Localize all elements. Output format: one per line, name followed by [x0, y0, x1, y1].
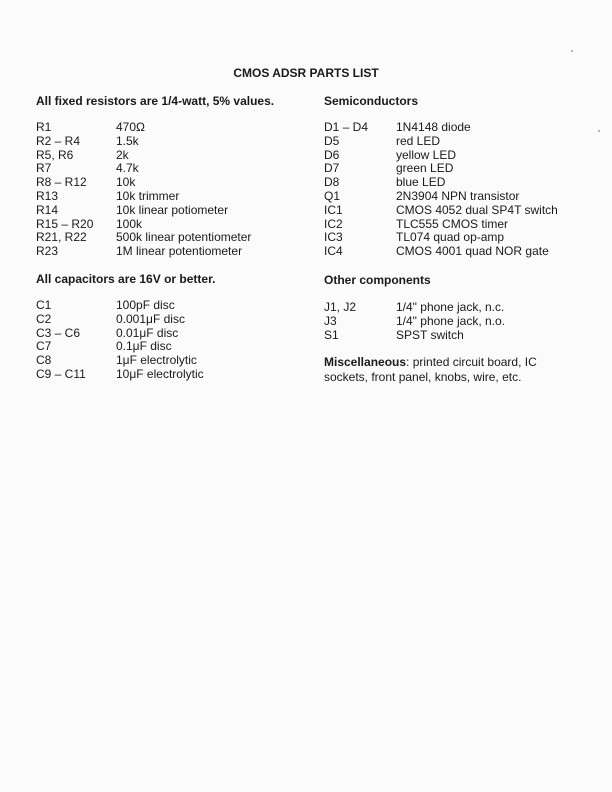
- list-item: [36, 231, 306, 245]
- part-value: 470Ω: [116, 120, 145, 134]
- list-item: [36, 313, 306, 327]
- part-ref: J3: [324, 313, 337, 328]
- list-item: [36, 135, 306, 149]
- part-ref: C2: [36, 311, 52, 326]
- list-item: [324, 329, 584, 343]
- part-value: yellow LED: [396, 147, 457, 162]
- list-item: [324, 231, 584, 245]
- part-ref: IC3: [324, 230, 343, 245]
- part-value: CMOS 4001 quad NOR gate: [396, 244, 549, 259]
- part-value: blue LED: [396, 175, 446, 190]
- list-item: [324, 218, 584, 232]
- scan-speck: [598, 130, 600, 132]
- part-ref: R7: [36, 161, 52, 176]
- part-ref: R8 – R12: [36, 175, 87, 190]
- miscellaneous-text: : printed circuit board, IC sockets, front panel, knobs, wire, etc.: [324, 355, 537, 384]
- list-item: [324, 315, 584, 329]
- part-value: 10μF electrolytic: [116, 366, 204, 381]
- list-item: [36, 149, 306, 163]
- list-item: [324, 162, 584, 176]
- capacitors-list: [36, 299, 306, 382]
- part-ref: C1: [36, 298, 52, 312]
- part-ref: IC4: [324, 244, 343, 259]
- list-item: [36, 162, 306, 176]
- part-value: CMOS 4052 dual SP4T switch: [396, 202, 558, 217]
- resistors-heading: All fixed resistors are 1/4-watt, 5% values.: [36, 94, 275, 108]
- list-item: [36, 121, 306, 135]
- part-value: 1.5k: [116, 133, 139, 148]
- part-value: 10k trimmer: [116, 188, 180, 203]
- semiconductors-heading: Semiconductors: [324, 94, 419, 108]
- part-ref: R15 – R20: [36, 216, 94, 231]
- part-ref: C7: [36, 339, 52, 354]
- part-ref: D1 – D4: [324, 120, 369, 134]
- part-ref: S1: [324, 327, 339, 342]
- part-value: 1μF electrolytic: [116, 353, 197, 368]
- part-value: TL074 quad op-amp: [396, 230, 505, 245]
- part-ref: R5, R6: [36, 147, 74, 162]
- part-value: 10k: [116, 175, 136, 190]
- part-value: red LED: [396, 133, 441, 148]
- part-value: 1M linear potentiometer: [116, 244, 243, 259]
- miscellaneous-label: Miscellaneous: [324, 355, 407, 369]
- list-item: [324, 245, 584, 259]
- part-value: SPST switch: [396, 327, 464, 342]
- list-item: [324, 149, 584, 163]
- list-item: [36, 340, 306, 354]
- part-ref: C9 – C11: [36, 366, 86, 381]
- part-ref: R14: [36, 202, 59, 217]
- list-item: [324, 204, 584, 218]
- part-ref: R1: [36, 120, 52, 134]
- page-title: CMOS ADSR PARTS LIST: [233, 66, 379, 80]
- list-item: [36, 190, 306, 204]
- part-value: 500k linear potentiometer: [116, 230, 252, 245]
- list-item: [36, 299, 306, 313]
- list-item: [36, 204, 306, 218]
- part-value: green LED: [396, 161, 454, 176]
- part-value: 2N3904 NPN transistor: [396, 188, 520, 203]
- list-item: [36, 368, 306, 382]
- semiconductors-list: [324, 121, 584, 259]
- part-ref: D7: [324, 161, 340, 176]
- part-value: 0.1μF disc: [116, 339, 172, 354]
- part-value: 10k linear potiometer: [116, 202, 229, 217]
- list-item: [324, 301, 584, 315]
- part-value: 0.001μF disc: [116, 311, 185, 326]
- part-ref: D6: [324, 147, 340, 162]
- part-value: 4.7k: [116, 161, 139, 176]
- part-value: 2k: [116, 147, 129, 162]
- part-value: 1N4148 diode: [396, 120, 471, 134]
- resistors-list: [36, 121, 306, 259]
- other-components-heading: Other components: [324, 273, 431, 287]
- miscellaneous-note: [324, 355, 574, 385]
- part-ref: R21, R22: [36, 230, 87, 245]
- part-ref: R2 – R4: [36, 133, 81, 148]
- list-item: [36, 245, 306, 259]
- part-value: 100k: [116, 216, 143, 231]
- list-item: [324, 135, 584, 149]
- part-ref: IC2: [324, 216, 343, 231]
- part-value: TLC555 CMOS timer: [396, 216, 509, 231]
- other-components-list: [324, 301, 584, 342]
- part-value: 0.01μF disc: [116, 325, 179, 340]
- part-ref: C8: [36, 353, 52, 368]
- list-item: [324, 176, 584, 190]
- part-ref: R13: [36, 188, 59, 203]
- part-ref: D5: [324, 133, 340, 148]
- list-item: [36, 327, 306, 341]
- part-ref: IC1: [324, 202, 343, 217]
- part-value: 1/4" phone jack, n.o.: [396, 313, 506, 328]
- part-ref: Q1: [324, 188, 341, 203]
- list-item: [324, 190, 584, 204]
- part-ref: D8: [324, 175, 340, 190]
- scan-speck: [571, 50, 573, 52]
- list-item: [36, 176, 306, 190]
- part-ref: J1, J2: [324, 300, 357, 314]
- part-value: 100pF disc: [116, 298, 175, 312]
- capacitors-heading: All capacitors are 16V or better.: [36, 272, 216, 286]
- part-ref: C3 – C6: [36, 325, 81, 340]
- list-item: [36, 218, 306, 232]
- part-ref: R23: [36, 244, 59, 259]
- list-item: [36, 354, 306, 368]
- part-value: 1/4" phone jack, n.c.: [396, 300, 505, 314]
- list-item: [324, 121, 584, 135]
